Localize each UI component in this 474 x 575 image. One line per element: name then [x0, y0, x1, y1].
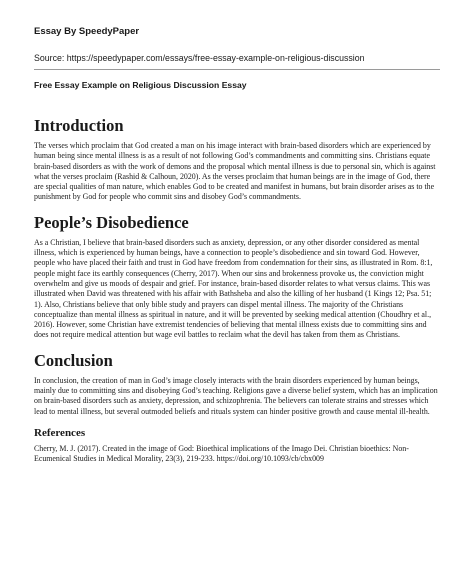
section-body-introduction: The verses which proclaim that God created a man on his image interact with brain-based disorders which are experienced by human being since mental illness is as a result of not following God’s commandments and committing sins. Christians equate brain-based disorders as with the work of demons and the proposal which mental illness is due to personal sin, which is against what the verses proclaim (Rashid & Calhoun, 2020). As the verses proclaim that human beings are in the image of God, there are special qualities of man nature, which enables God to be created and manifest in humans, but brain disorder arises as to the punishment by God for people who commit sins and disobey God’s commandments. — [34, 141, 436, 202]
section-heading-conclusion: Conclusion — [34, 350, 113, 370]
source-line: Source: https://speedypaper.com/essays/free-essay-example-on-religious-discussion — [34, 53, 365, 63]
brand-label: Essay By SpeedyPaper — [34, 26, 140, 37]
reference-entry: Cherry, M. J. (2017). Created in the image of God: Bioethical implications of the Imago Dei. Christian bioethics: Non-Ecumenical Studies in Medical Morality, 23(3), 219-233. https://doi.org/10.1093/cb/cbx009 — [34, 443, 409, 464]
section-heading-introduction: Introduction — [34, 116, 124, 135]
section-heading-disobedience: People’s Disobedience — [34, 212, 189, 232]
header-divider — [34, 69, 440, 70]
section-body-disobedience: As a Christian, I believe that brain-based disorders such as anxiety, depression, or any other disorder considered as mental illness, which is experienced by human beings, have a connection to people’s disobedience and sin toward God. However, people who have placed their faith and trust in God have freedom from condemnation for their sins, as illustrated in Rom. 8:1, people might face its earthly consequences (Cherry, 2017). When our sins and brokenness provoke us, the conviction might overwhelm and give us moods of despair and grief. For instance, brain-based disorder relates to what versus claims. This was illustrated when David was threatened with his affair with Bathsheba and also the killing of her husband (1 Kings 12; Psa. 51; 1). Also, Christians believe that only bible study and prayers can dispel mental illness. The majority of the Christians conceptualize than mental illness as spiritual in nature, and it will be prevented by seeking medical attention (Choudhry et al., 2016). However, some Christian have extremist tendencies of believing that mental illness exists due to committing sins and does not require medical attention but wage evil battles to reclaim what the devil has taken from them as Christians. — [34, 237, 433, 340]
document-title: Free Essay Example on Religious Discussion Essay — [34, 80, 247, 90]
references-heading: References — [34, 426, 86, 439]
section-body-conclusion: In conclusion, the creation of man in God’s image closely interacts with the brain disorders experienced by human beings, mainly due to committing sins and disobeying God’s teaching. Religions gave a diverse belief system, which has an implication on brain-based disorders such as anxiety, depression, and schizophrenia. The believers can tolerate strains and stresses which lead to mental illness, but several outmoded beliefs and rituals system can hinder positive growth and cause mental ill-health. — [34, 375, 438, 416]
